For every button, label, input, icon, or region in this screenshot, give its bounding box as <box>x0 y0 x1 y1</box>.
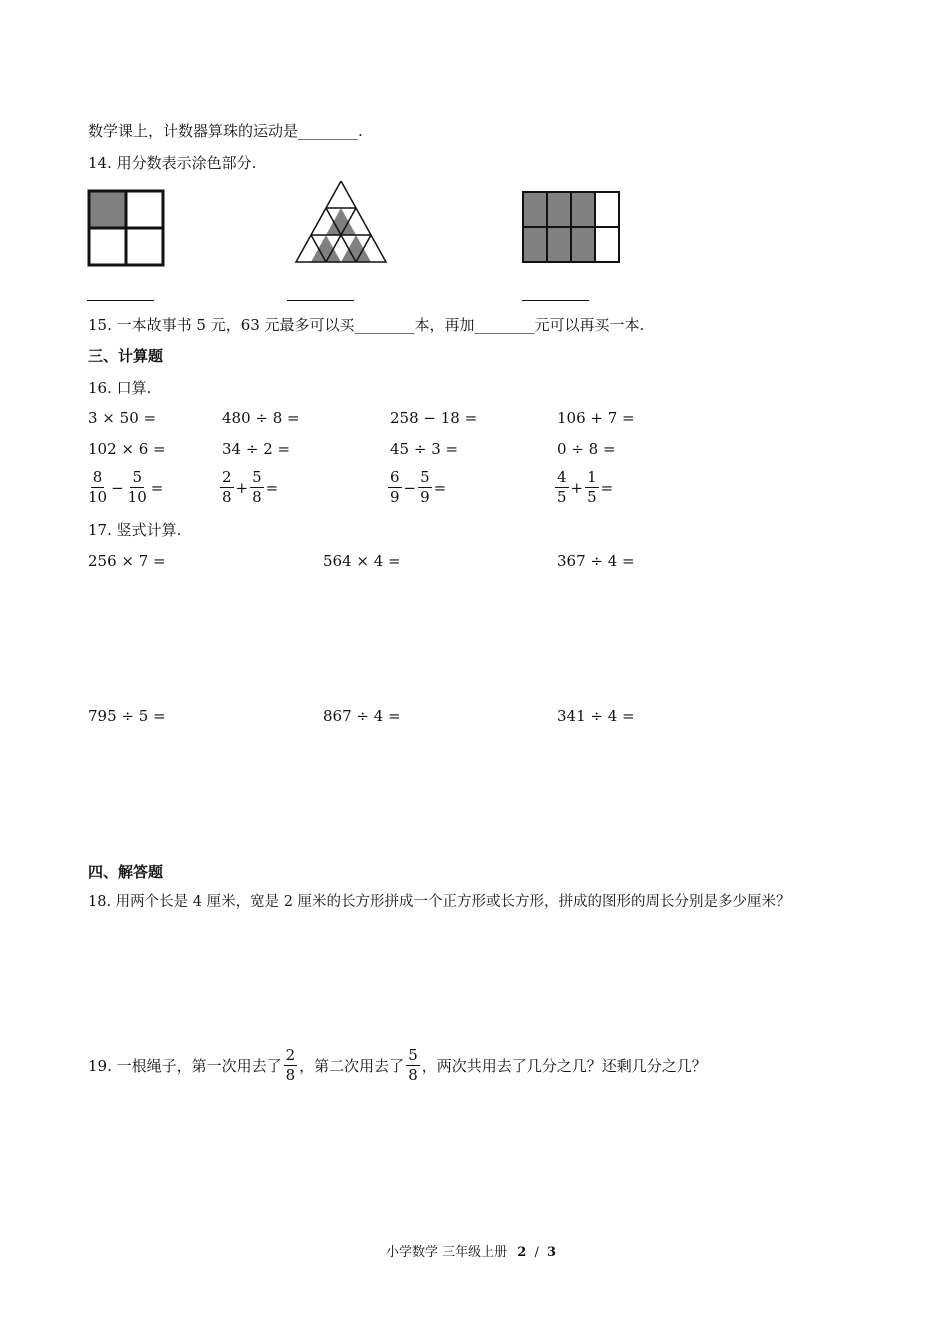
section-4-heading: 四、解答题 <box>88 863 164 881</box>
fraction: $\frac{4}{5}$ <box>557 468 567 506</box>
fraction: $\frac{6}{9}$ <box>390 468 400 506</box>
fraction-expression: $\frac{6}{9}$ − $\frac{5}{9}$ = <box>390 468 447 506</box>
answer-blank-2[interactable] <box>287 300 354 301</box>
fraction-figure-triangle <box>294 181 388 265</box>
q18-text: 18. 用两个长是 4 厘米，宽是 2 厘米的长方形拼成一个正方形或长方形，拼成的图形的周长分别是多少厘米？ <box>88 894 791 910</box>
oral-calc-item: 34 ÷ 2 = <box>222 440 291 458</box>
vertical-calc-item: 256 × 7 = <box>88 552 166 570</box>
vertical-calc-item: 341 ÷ 4 = <box>557 707 635 725</box>
fraction: $\frac{5}{10}$ <box>127 468 147 506</box>
oral-calc-item: 3 × 50 = <box>88 409 157 427</box>
q16-text: 16. 口算. <box>88 379 152 397</box>
oral-calc-item: 45 ÷ 3 = <box>390 440 459 458</box>
vertical-calc-item: 367 ÷ 4 = <box>557 552 635 570</box>
fraction: $\frac{8}{10}$ <box>88 468 108 506</box>
fraction-expression: $\frac{4}{5}$ + $\frac{1}{5}$ = <box>557 468 614 506</box>
page-number: 2 <box>517 1245 527 1260</box>
page-total: 3 <box>547 1245 557 1260</box>
oral-calc-item: 0 ÷ 8 = <box>557 440 616 458</box>
fraction: $\frac{2}{8}$ <box>285 1046 296 1084</box>
vertical-calc-item: 564 × 4 = <box>323 552 401 570</box>
q17-text: 17. 竖式计算. <box>88 521 182 539</box>
fraction: $\frac{5}{8}$ <box>408 1046 418 1084</box>
page-footer: 小学数学 三年级上册 2 / 3 <box>386 1245 557 1260</box>
oral-calc-item: 106 + 7 = <box>557 409 635 427</box>
vertical-calc-item: 867 ÷ 4 = <box>323 707 401 725</box>
fraction-figure-square <box>86 189 166 267</box>
fraction-expression: $\frac{2}{8}$ + $\frac{5}{8}$ = <box>222 468 279 506</box>
q15-text: 15. 一本故事书 5 元，63 元最多可以买________本，再加________元可以再买一本. <box>88 316 645 334</box>
oral-calc-item: 258 − 18 = <box>390 409 478 427</box>
q19-text: 19. 一根绳子，第一次用去了 $\frac{2}{8}$ ，第二次用去了 $\frac{5}{8}$ ，两次共用去了几分之几？还剩几分之几？ <box>88 1046 707 1084</box>
footer-label: 小学数学 三年级上册 <box>386 1245 508 1260</box>
oral-calc-item: 102 × 6 = <box>88 440 166 458</box>
fraction: $\frac{1}{5}$ <box>587 468 597 506</box>
vertical-calc-item: 795 ÷ 5 = <box>88 707 166 725</box>
answer-blank-3[interactable] <box>522 300 589 301</box>
fraction: $\frac{5}{8}$ <box>252 468 262 506</box>
answer-blank-1[interactable] <box>87 300 154 301</box>
fraction: $\frac{5}{9}$ <box>420 468 430 506</box>
oral-calc-item: 480 ÷ 8 = <box>222 409 300 427</box>
fraction: $\frac{2}{8}$ <box>222 468 232 506</box>
q14-text: 14. 用分数表示涂色部分. <box>88 154 257 172</box>
fraction-expression: $\frac{8}{10}$ − $\frac{5}{10}$ = <box>88 468 164 506</box>
q13-text: 数学课上，计数器算珠的运动是________. <box>88 122 363 140</box>
section-3-heading: 三、计算题 <box>88 347 164 365</box>
fraction-figure-rectangle <box>520 189 622 265</box>
